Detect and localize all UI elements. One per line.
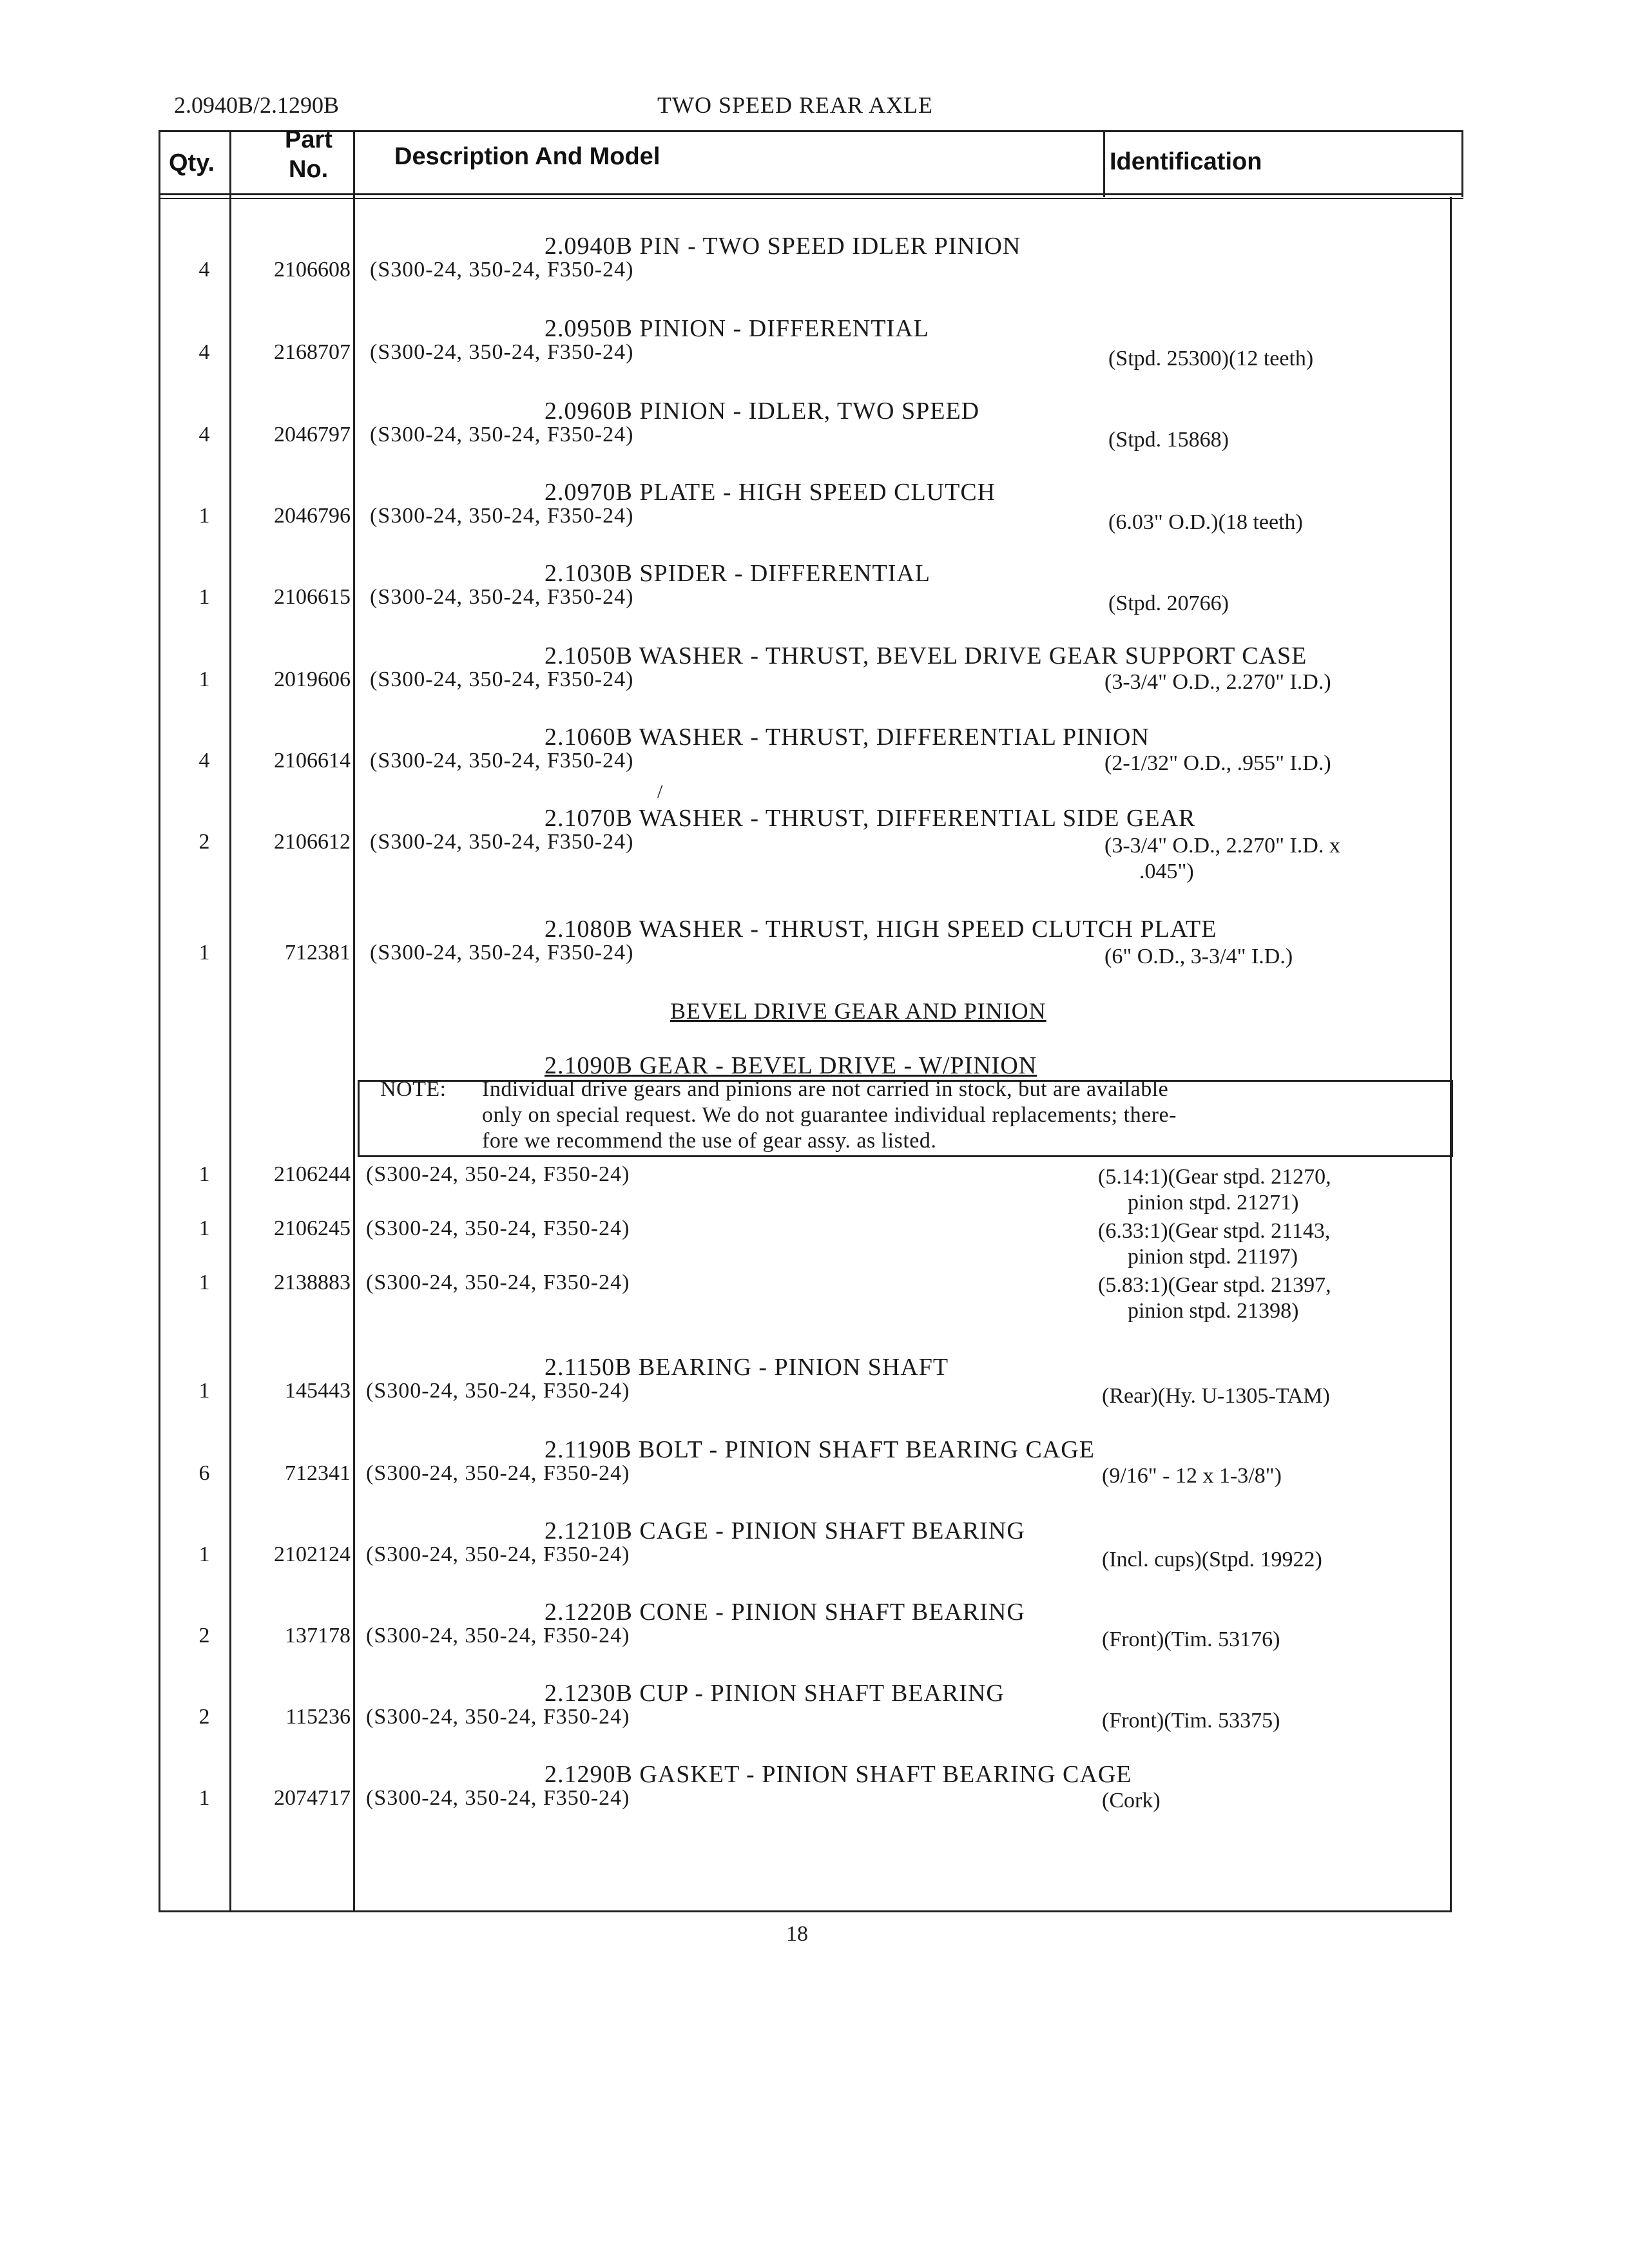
model-cell: (S300-24, 350-24, F350-24)	[370, 504, 634, 528]
model-cell: (S300-24, 350-24, F350-24)	[370, 423, 634, 447]
identification-cell: (6.03" O.D.)(18 teeth)	[1108, 510, 1303, 534]
model-cell: (S300-24, 350-24, F350-24)	[366, 1271, 630, 1294]
item-title: 2.1050B WASHER - THRUST, BEVEL DRIVE GEAR SUPPORT CASE	[545, 642, 1307, 669]
part-number-cell: 712381	[285, 941, 351, 965]
identification-cell: (Front)(Tim. 53176)	[1102, 1628, 1280, 1651]
part-column-rule	[353, 130, 355, 1912]
qty-cell: 1	[198, 941, 210, 965]
part-number-cell: 145443	[285, 1379, 351, 1403]
identification-cell: (Incl. cups)(Stpd. 19922)	[1102, 1548, 1322, 1571]
part-number-cell: 2019606	[274, 668, 351, 691]
part-number-cell: 2102124	[274, 1542, 351, 1566]
qty-cell: 4	[198, 423, 210, 447]
model-cell: (S300-24, 350-24, F350-24)	[366, 1705, 630, 1729]
identification-cell: (Stpd. 20766)	[1108, 591, 1229, 615]
qty-cell: 1	[198, 585, 210, 609]
part-number-cell: 2106614	[274, 749, 351, 773]
item-title: 2.1070B WASHER - THRUST, DIFFERENTIAL SIDE GEAR	[545, 805, 1196, 832]
qty-cell: 2	[198, 1705, 210, 1729]
identification-cell-line2: .045")	[1139, 860, 1194, 883]
qty-cell: 1	[198, 1542, 210, 1566]
model-cell: (S300-24, 350-24, F350-24)	[366, 1379, 630, 1403]
part-number-cell: 2074717	[274, 1786, 351, 1810]
model-cell: (S300-24, 350-24, F350-24)	[370, 749, 634, 773]
qty-cell: 1	[198, 1162, 210, 1186]
note-line-2: only on special request. We do not guarantee individual replacements; there-	[482, 1103, 1177, 1127]
model-cell: (S300-24, 350-24, F350-24)	[366, 1216, 630, 1240]
model-cell: (S300-24, 350-24, F350-24)	[366, 1162, 630, 1186]
identification-cell: (Stpd. 25300)(12 teeth)	[1108, 347, 1314, 370]
part-number-cell: 2168707	[274, 340, 351, 364]
part-number-cell: 2046797	[274, 423, 351, 447]
model-cell: (S300-24, 350-24, F350-24)	[370, 668, 634, 691]
identification-cell-line2: pinion stpd. 21398)	[1128, 1299, 1299, 1323]
model-cell: (S300-24, 350-24, F350-24)	[370, 941, 634, 965]
qty-cell: 4	[198, 340, 210, 364]
identification-cell: (5.14:1)(Gear stpd. 21270,	[1098, 1165, 1331, 1189]
identification-cell: (Stpd. 15868)	[1108, 428, 1229, 452]
item-title: 2.1060B WASHER - THRUST, DIFFERENTIAL PINION	[545, 724, 1150, 751]
model-cell: (S300-24, 350-24, F350-24)	[366, 1624, 630, 1648]
part-number-cell: 2046796	[274, 504, 351, 528]
item-title: 2.1080B WASHER - THRUST, HIGH SPEED CLUTCH PLATE	[545, 916, 1217, 943]
model-cell: (S300-24, 350-24, F350-24)	[366, 1542, 630, 1566]
identification-cell-line2: pinion stpd. 21271)	[1128, 1191, 1299, 1215]
item-title: 2.0960B PINION - IDLER, TWO SPEED	[545, 398, 980, 425]
model-cell: (S300-24, 350-24, F350-24)	[366, 1786, 630, 1810]
document-code: 2.0940B/2.1290B	[174, 92, 340, 118]
item-title: 2.1030B SPIDER - DIFFERENTIAL	[545, 560, 931, 587]
item-title: 2.1190B BOLT - PINION SHAFT BEARING CAGE	[545, 1436, 1095, 1463]
model-cell: (S300-24, 350-24, F350-24)	[366, 1461, 630, 1485]
qty-column-header: Qty.	[169, 149, 215, 177]
note-line-3: fore we recommend the use of gear assy. as listed.	[482, 1129, 937, 1153]
item-title: 2.1150B BEARING - PINION SHAFT	[545, 1354, 949, 1381]
qty-cell: 1	[198, 1271, 210, 1294]
identification-cell: (5.83:1)(Gear stpd. 21397,	[1098, 1273, 1331, 1297]
page-number: 18	[786, 1922, 808, 1946]
identification-cell-line2: pinion stpd. 21197)	[1128, 1245, 1298, 1269]
item-title: 2.1230B CUP - PINION SHAFT BEARING	[545, 1680, 1005, 1707]
qty-cell: 4	[198, 749, 210, 773]
identification-cell: (Cork)	[1102, 1789, 1161, 1812]
part-number-cell: 2106244	[274, 1162, 351, 1186]
qty-cell: 1	[198, 1786, 210, 1810]
part-number-cell: 2106615	[274, 585, 351, 609]
item-title: 2.0970B PLATE - HIGH SPEED CLUTCH	[545, 479, 996, 506]
qty-cell: 2	[198, 830, 210, 854]
note-label: NOTE:	[380, 1077, 447, 1101]
identification-cell: (6.33:1)(Gear stpd. 21143,	[1098, 1219, 1331, 1243]
note-line-1: Individual drive gears and pinions are not carried in stock, but are available	[482, 1077, 1169, 1101]
item-title: 2.1290B GASKET - PINION SHAFT BEARING CAGE	[545, 1761, 1132, 1788]
model-cell: (S300-24, 350-24, F350-24)	[370, 340, 634, 364]
qty-cell: 6	[198, 1461, 210, 1485]
item-title: 2.0950B PINION - DIFFERENTIAL	[545, 315, 929, 342]
part-number-cell: 2106612	[274, 830, 351, 854]
identification-cell: (Front)(Tim. 53375)	[1102, 1709, 1280, 1733]
table-right-border	[1450, 197, 1452, 1912]
qty-cell: 1	[198, 504, 210, 528]
model-cell: (S300-24, 350-24, F350-24)	[370, 830, 634, 854]
document-title: TWO SPEED REAR AXLE	[657, 92, 933, 118]
qty-cell: 2	[198, 1624, 210, 1648]
item-title: 2.1210B CAGE - PINION SHAFT BEARING	[545, 1517, 1025, 1544]
identification-cell: (2-1/32" O.D., .955" I.D.)	[1104, 751, 1331, 775]
pencil-tick-mark: /	[657, 781, 663, 802]
part-number-cell: 712341	[285, 1461, 351, 1485]
part-number-cell: 115236	[285, 1705, 351, 1729]
part-number-cell: 137178	[285, 1624, 351, 1648]
part-number-cell: 2106245	[274, 1216, 351, 1240]
ident-column-rule	[1103, 130, 1105, 197]
item-title: 2.0940B PIN - TWO SPEED IDLER PINION	[545, 233, 1021, 260]
model-cell: (S300-24, 350-24, F350-24)	[370, 585, 634, 609]
part-number-cell: 2106608	[274, 258, 351, 282]
qty-cell: 1	[198, 668, 210, 691]
qty-cell: 4	[198, 258, 210, 282]
item-title: 2.1220B CONE - PINION SHAFT BEARING	[545, 1599, 1025, 1626]
qty-cell: 1	[198, 1379, 210, 1403]
identification-cell: (9/16" - 12 x 1-3/8")	[1102, 1464, 1282, 1488]
identification-cell: (3-3/4" O.D., 2.270" I.D.)	[1104, 670, 1331, 694]
model-cell: (S300-24, 350-24, F350-24)	[370, 258, 634, 282]
description-column-header: Description And Model	[394, 143, 660, 170]
identification-cell: (3-3/4" O.D., 2.270" I.D. x	[1104, 834, 1340, 858]
part-number-cell: 2138883	[274, 1271, 351, 1294]
identification-cell: (Rear)(Hy. U-1305-TAM)	[1102, 1384, 1330, 1408]
part-column-header-line2: No.	[289, 156, 329, 183]
identification-cell: (6" O.D., 3-3/4" I.D.)	[1104, 945, 1293, 968]
section-heading: BEVEL DRIVE GEAR AND PINION	[670, 998, 1046, 1024]
identification-column-header: Identification	[1110, 148, 1262, 175]
gear-item-title: 2.1090B GEAR - BEVEL DRIVE - W/PINION	[545, 1052, 1037, 1079]
table-right-border-top	[1461, 130, 1463, 197]
part-column-header-line1: Part	[285, 126, 333, 153]
qty-cell: 1	[198, 1216, 210, 1240]
